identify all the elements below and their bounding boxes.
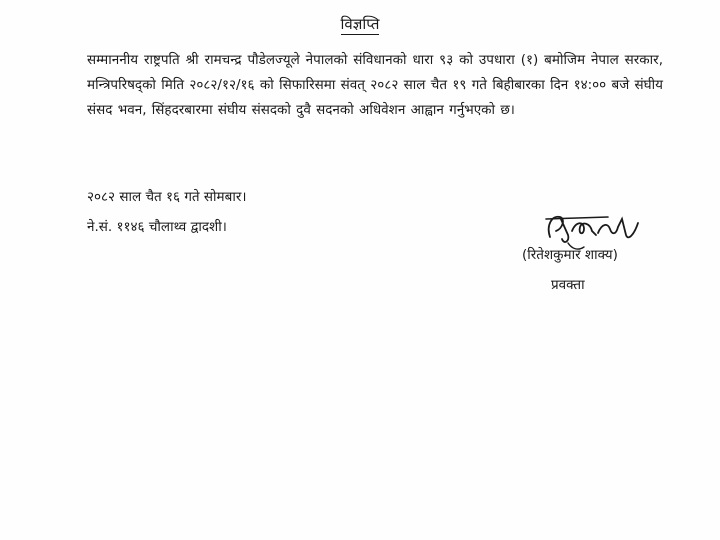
signatory-role: प्रवक्ता [551, 277, 585, 293]
notice-body: सम्माननीय राष्ट्रपति श्री रामचन्द्र पौडेलज्यूले नेपालको संविधानको धारा ९३ को उपधारा (१) बमोजिम नेपाल सरकार, मन्त्रिपरिषद्को मिति २०८२/१२/१६ को सिफारिसमा संवत् २०८२ साल चैत १९ गते बिहीबारका दिन १४:०० बजे संघीय संसद भवन, सिंहदरबारमा संघीय संसदको दुवै सदनको अधिवेशन आह्वान गर्नुभएको छ। [87, 52, 663, 118]
signatory-name: (रितेशकुमार शाक्य) [522, 247, 618, 263]
date-nepal-sambat: ने.सं. ११४६ चौलाथ्व द्वादशी। [87, 219, 227, 235]
date-bikram-sambat: २०८२ साल चैत १६ गते सोमबार। [87, 189, 247, 205]
notice-title-container [0, 14, 720, 34]
notice-title: विज्ञप्ति [340, 15, 380, 33]
